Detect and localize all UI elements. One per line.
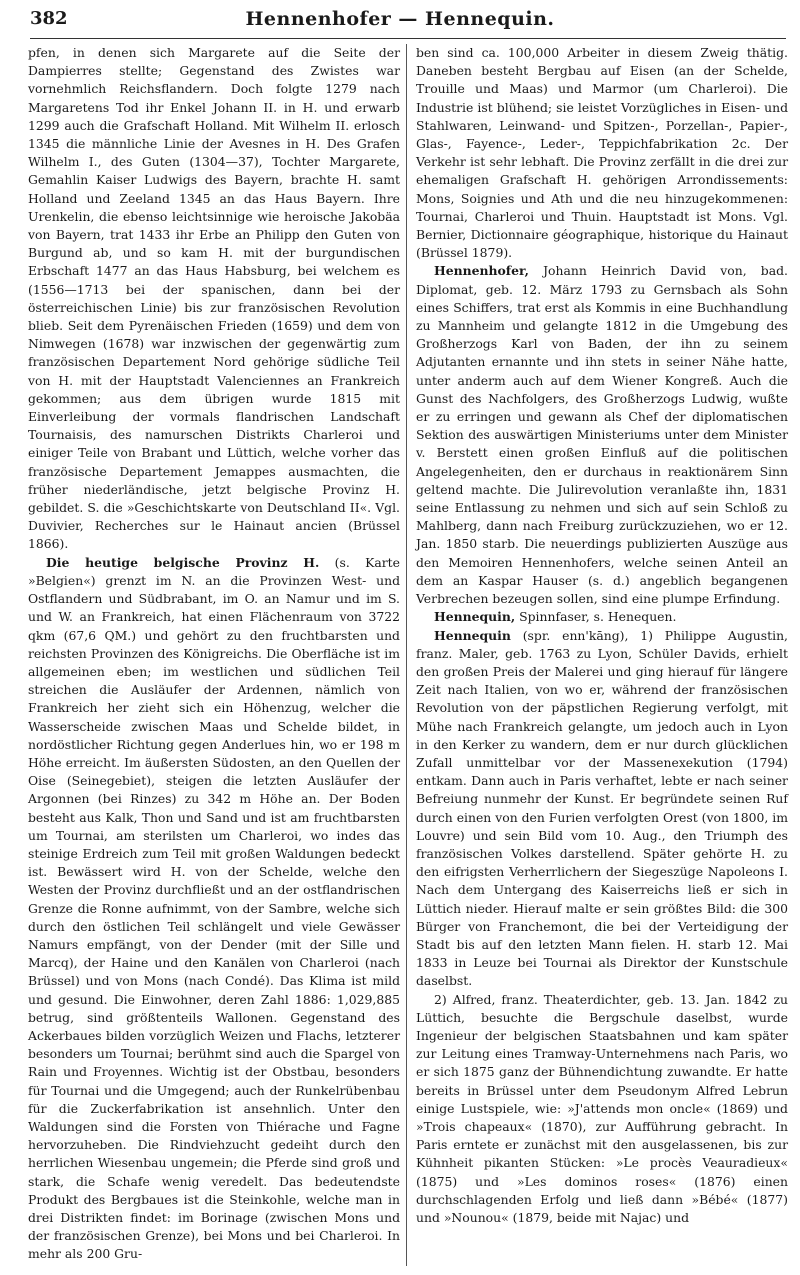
hennequin-philippe-entry: [416, 627, 788, 991]
entry-text: (s. Karte »Belgien«) grenzt im N. an die Provinzen West- und Ostflandern und Südbrabant, im O. an Namur und im S. und W. an Frankreich, hat einen Flächenraum von 3722 qkm (67,6 QM.) und gehört zu den fruchtbarsten und reichsten Provinzen des Königreichs. Die Oberfläche ist im allgemeinen eben; im westlichen und südlichen Teil streichen die Ausläufer der Ardennen, nämlich von Frankreich her zieht sich ein Höhenzug, welcher die Wasserscheide zwischen Maas und Schelde bildet, in nordöstlicher Richtung gegen Anderlues hin, wo er 198 m Höhe erreicht. Im äußersten Südosten, an den Quellen der Oise (Seinegebiet), steigen die letzten Ausläufer der Argonnen (bei Rinzes) zu 342 m Höhe an. Der Boden besteht aus Kalk, Thon und Sand und ist am fruchtbarsten um Tournai, am sterilsten um Charleroi, wo indes das steinige Erdreich zum Teil mit großen Waldungen bedeckt ist. Bewässert wird H. von der Schelde, welche den Westen der Provinz durchfließt und an der ostflandrischen Grenze die Ronne aufnimmt, von der Sambre, welche sich durch den östlichen Teil schlängelt und viele Gewässer Namurs empfängt, von der Dender (mit der Sille und Marcq), der Haine und den Kanälen von Charleroi (nach Brüssel) und von Mons (nach Condé). Das Klima ist mild und gesund. Die Einwohner, deren Zahl 1886: 1,029,885 betrug, sind größtenteils Wallonen. Gegenstand des Ackerbaues bilden vorzüglich Weizen und Flachs, letzterer besonders um Tournai; berühmt sind auch die Spargel von Rain und Froyennes. Wichtig ist der Obstbau, besonders für Tournai und die Umgegend; auch der Runkelrübenbau für die Zuckerfabrikation ist ansehnlich. Unter den Waldungen sind die Forsten von Thiérache und Fagne hervorzuheben. Die Rindviehzucht gedeiht durch den herrlichen Wiesenbau ungemein; die Pferde sind groß und stark, die Schafe wenig veredelt. Das bedeutendste Produkt des Bergbaues ist die Steinkohle, welche man in drei Distrikten findet: im Borinage (zwischen Mons und der französischen Grenze), bei Mons und bei Charleroi. In mehr als 200 Gru-: [28, 554, 400, 1262]
page-header: [14, 6, 786, 36]
entry-headword: Hennenhofer,: [434, 263, 529, 279]
entry-headword: Hennequin,: [434, 609, 516, 625]
entry-text: Spinnfaser, s. Henequen.: [515, 609, 677, 625]
left-column: [28, 44, 400, 1264]
hennequin-fibre-entry: [416, 608, 788, 626]
hennequin-alfred-entry: 2) Alfred, franz. Theaterdichter, geb. 13. Jan. 1842 zu Lüttich, besuchte die Bergschule daselbst, wurde Ingenieur der belgischen Staatsbahnen und kam später zur Leitung eines Tramway-Unternehmens nach Paris, wo er sich 1875 ganz der Bühnendichtung zuwandte. Er hatte bereits in Brüssel unter dem Pseudonym Alfred Lebrun einige Lustspiele, wie: »J'attends mon oncle« (1869) und »Trois chapeaux« (1870), zur Aufführung gebracht. In Paris erntete er zunächst mit den ausgelassenen, bis zur Kühnheit pikanten Stücken: »Le procès Veauradieux« (1875) und »Les dominos roses« (1876) einen durchschlagenden Erfolg und ließ dann »Bébé« (1877) und »Nounou« (1879, beide mit Najac) und: [416, 991, 788, 1225]
hainaut-province-paragraph: [28, 554, 400, 1264]
running-title: Hennenhofer — Hennequin.: [245, 8, 555, 30]
entry-text: Johann Heinrich David von, bad. Diplomat, geb. 12. März 1793 zu Gernsbach als Sohn eines Schiffers, trat erst als Kommis in eine Buchhandlung zu Mannheim und gelangte 1812 in die Umgebung des Großherzogs Karl von Baden, der ihn zu seinem Adjutanten ernannte und ihn stets in seiner Nähe hatte, unter anderm auch auf dem Wiener Kongreß. Auch die Gunst des Nachfolgers, des Großherzogs Ludwig, wußte er zu erringen und gewann als Chef der diplomatischen Sektion des auswärtigen Ministeriums unter dem Minister v. Berstett einen großen Einfluß auf die politischen Angelegenheiten, den er durchaus in reaktionärem Sinn geltend machte. Die Julirevolution veranlaßte ihn, 1831 seine Entlassung zu nehmen und sich auf sein Schloß zu Mahlberg, dann nach Freiburg zurückzuziehen, wo er 12. Jan. 1850 starb. Die neuerdings publizierten Auszüge aus den Memoiren Hennenhofers, welche seinen Anteil an dem an Kaspar Hauser (s. d.) angeblich begangenen Verbrechen bezeugen sollen, sind eine plumpe Erfindung.: [416, 263, 788, 607]
entry-lead: Die heutige belgische Provinz H.: [46, 554, 320, 570]
hainaut-history-paragraph: pfen, in denen sich Margarete auf die Seite der Dampierres stellte; Gegenstand des Zwistes war vornehmlich Reichsflandern. Doch folgte 1279 nach Margaretens Tod ihr Enkel Johann II. in H. und erwarb 1299 auch die Grafschaft Holland. Mit Wilhelm II. erlosch 1345 die männliche Linie der Avesnes in H. Des Grafen Wilhelm I., des Guten (1304—37), Tochter Margarete, Gemahlin Kaiser Ludwigs des Bayern, brachte H. samt Holland und Zeeland 1345 an das Haus Bayern. Ihre Urenkelin, die ebenso leichtsinnige wie heroische Jakobäa von Bayern, trat 1433 ihr Erbe an Philipp den Guten von Burgund ab, und so kam H. mit der burgundischen Erbschaft 1477 an das Haus Habsburg, bei welchem es (1556—1713 bei der spanischen, dann bei der österreichischen Linie) bis zur französischen Revolution blieb. Seit dem Pyrenäischen Frieden (1659) und dem von Nimwegen (1678) war inzwischen der gegenwärtig zum französischen Departement Nord gehörige südliche Teil von H. mit der Hauptstadt Valenciennes an Frankreich gekommen; aus dem übrigen wurde 1815 mit Einverleibung der vormals flandrischen Landschaft Tournaisis, des namurschen Distrikts Charleroi und einiger Teile von Brabant und Lüttich, welche vorher das französische Departement Jemappes ausmachten, die früher niederländische, jetzt belgische Provinz H. gebildet. S. die »Geschichtskarte von Deutschland II«. Vgl. Duvivier, Recherches sur le Hainaut ancien (Brüssel 1866).: [28, 45, 400, 552]
hainaut-industry-paragraph: ben sind ca. 100,000 Arbeiter in diesem Zweig thätig. Daneben besteht Bergbau auf Eisen (an der Schelde, Trouille und Maas) und Marmor (um Charleroi). Die Industrie ist blühend; sie leistet Vorzügliches in Eisen- und Stahlwaren, Leinwand- und Spitzen-, Porzellan-, Papier-, Glas-, Fayence-, Leder-, Teppichfabrikation 2c. Der Verkehr ist sehr lebhaft. Die Provinz zerfällt in die drei zur ehemaligen Grafschaft H. gehörigen Arrondissements: Mons, Soignies und Ath und die neu hinzugekommenen: Tournai, Charleroi und Thuin. Hauptstadt ist Mons. Vgl. Bernier, Dictionnaire géographique, historique du Hainaut (Brüssel 1879).: [416, 45, 788, 261]
column-divider: [406, 44, 407, 1266]
page-number: 382: [30, 8, 68, 29]
hennenhofer-entry: [416, 262, 788, 608]
entry-text: (spr. enn'kāng), 1) Philippe Augustin, franz. Maler, geb. 1763 zu Lyon, Schüler Davids, erhielt den großen Preis der Malerei und ging hierauf für längere Zeit nach Italien, von wo er, während der französischen Revolution von der päpstlichen Regierung verfolgt, mit Mühe nach Frankreich gelangte, um jedoch auch in Lyon in den Kerker zu wandern, dem er nur durch glücklichen Zufall unmittelbar vor der Massenexekution (1794) entkam. Dann auch in Paris verhaftet, lebte er nach seiner Befreiung nunmehr der Kunst. Er begründete seinen Ruf durch einen von den Furien verfolgten Orest (von 1800, im Louvre) und sein Bild vom 10. Aug., den Triumph des französischen Volkes darstellend. Später gehörte H. zu den eifrigsten Verherrlichern der Siegeszüge Napoleons I. Nach dem Untergang des Kaiserreichs ließ er sich in Lüttich nieder. Hierauf malte er sein größtes Bild: die 300 Bürger von Franchemont, die bei der Verteidigung der Stadt bis auf den letzten Mann fielen. H. starb 12. Mai 1833 in Leuze bei Tournai als Direktor der Kunstschule daselbst.: [416, 627, 788, 989]
header-rule: [30, 38, 786, 39]
right-column: [416, 44, 788, 1227]
entry-headword: Hennequin: [434, 627, 511, 643]
